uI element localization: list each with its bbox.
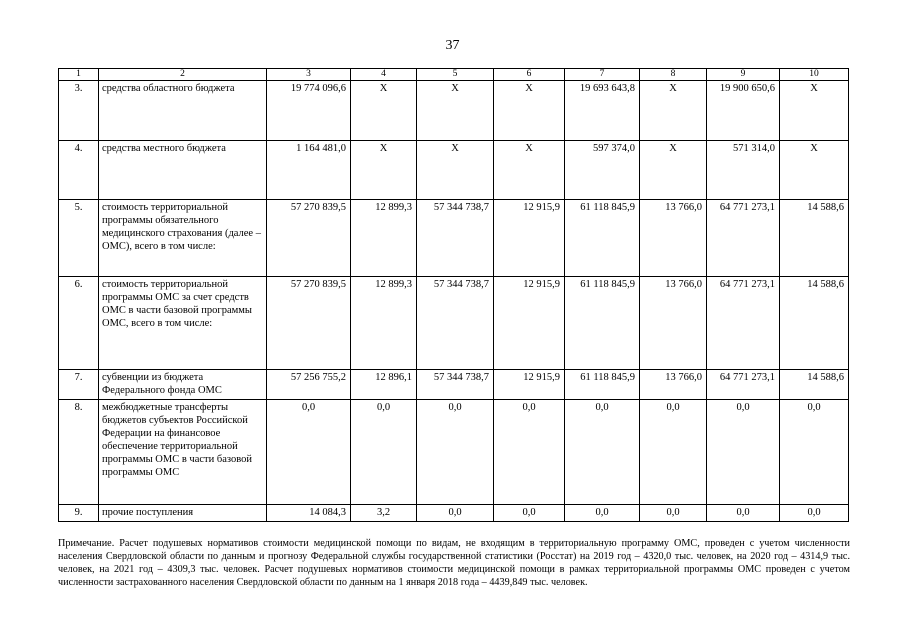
value-cell: X [417,81,494,141]
value-cell: 64 771 273,1 [707,200,780,277]
value-cell: 0,0 [267,400,351,505]
value-cell: 61 118 845,9 [565,277,640,370]
value-cell: 13 766,0 [640,370,707,400]
header-cell: 5 [417,69,494,81]
value-cell: 57 256 755,2 [267,370,351,400]
row-label: прочие поступления [99,505,267,522]
row-number: 6. [59,277,99,370]
value-cell: 597 374,0 [565,141,640,200]
value-cell: 57 344 738,7 [417,370,494,400]
table-row [59,200,849,277]
row-number: 5. [59,200,99,277]
table-row [59,277,849,370]
row-number: 7. [59,370,99,400]
value-cell: 571 314,0 [707,141,780,200]
row-number: 3. [59,81,99,141]
row-label: стоимость территориальной программы обязательного медицинского страхования (далее – ОМС), всего в том числе: [99,200,267,277]
table-row [59,400,849,505]
row-label: средства областного бюджета [99,81,267,141]
value-cell: 64 771 273,1 [707,277,780,370]
value-cell: 0,0 [351,400,417,505]
value-cell: 0,0 [640,505,707,522]
value-cell: 12 899,3 [351,277,417,370]
row-label: стоимость территориальной программы ОМС за счет средств ОМС в части базовой программы ОМС, всего в том числе: [99,277,267,370]
value-cell: 0,0 [494,505,565,522]
value-cell: 14 588,6 [780,200,849,277]
value-cell: 12 899,3 [351,200,417,277]
value-cell: 12 896,1 [351,370,417,400]
header-cell: 2 [99,69,267,81]
value-cell: 12 915,9 [494,277,565,370]
value-cell: 19 693 643,8 [565,81,640,141]
value-cell: X [640,81,707,141]
budget-table [58,68,849,522]
value-cell: 0,0 [565,505,640,522]
value-cell: 19 774 096,6 [267,81,351,141]
value-cell: 0,0 [707,505,780,522]
value-cell: 57 344 738,7 [417,200,494,277]
row-label: субвенции из бюджета Федерального фонда ОМС [99,370,267,400]
header-cell: 10 [780,69,849,81]
value-cell: X [494,81,565,141]
header-cell: 3 [267,69,351,81]
value-cell: X [351,81,417,141]
value-cell: 61 118 845,9 [565,370,640,400]
value-cell: 0,0 [780,505,849,522]
row-number: 9. [59,505,99,522]
table-row [59,81,849,141]
value-cell: 13 766,0 [640,200,707,277]
header-cell: 6 [494,69,565,81]
value-cell: 0,0 [780,400,849,505]
table-row [59,505,849,522]
table-row [59,141,849,200]
header-cell: 8 [640,69,707,81]
header-cell: 7 [565,69,640,81]
table-body [59,69,849,522]
row-label: средства местного бюджета [99,141,267,200]
header-cell: 1 [59,69,99,81]
row-label: межбюджетные трансферты бюджетов субъектов Российской Федерации на финансовое обеспечение территориальной программы ОМС в части базовой программы ОМС [99,400,267,505]
page-number: 37 [445,38,460,53]
value-cell: 61 118 845,9 [565,200,640,277]
value-cell: 57 270 839,5 [267,200,351,277]
row-number: 8. [59,400,99,505]
value-cell: 0,0 [494,400,565,505]
value-cell: 13 766,0 [640,277,707,370]
header-cell: 9 [707,69,780,81]
value-cell: X [494,141,565,200]
value-cell: 19 900 650,6 [707,81,780,141]
value-cell: 0,0 [417,400,494,505]
value-cell: 57 344 738,7 [417,277,494,370]
value-cell: 57 270 839,5 [267,277,351,370]
value-cell: 0,0 [565,400,640,505]
value-cell: 0,0 [640,400,707,505]
header-row [59,69,849,81]
value-cell: X [780,141,849,200]
value-cell: 14 588,6 [780,370,849,400]
header-cell: 4 [351,69,417,81]
value-cell: 1 164 481,0 [267,141,351,200]
table-row [59,370,849,400]
value-cell: 0,0 [417,505,494,522]
value-cell: 3,2 [351,505,417,522]
value-cell: X [780,81,849,141]
value-cell: X [417,141,494,200]
row-number: 4. [59,141,99,200]
footnote: Примечание. Расчет подушевых нормативов стоимости медицинской помощи по видам, не входящим в территориальную программу ОМС, проведен с учетом численности населения Свердловской области по данным и прогнозу Федеральной службы государственной статистики (Росстат) на 2019 год – 4320,0 тыс. человек, на 2020 год – 4314,9 тыс. человек, на 2021 год – 4309,3 тыс. человек. Расчет подушевых нормативов стоимости медицинской помощи в рамках территориальной программы ОМС проведен с учетом численности застрахованного населения Свердловской области по данным на 1 января 2018 года – 4439,849 тыс. человек. [58,538,850,588]
value-cell: 0,0 [707,400,780,505]
value-cell: 12 915,9 [494,370,565,400]
value-cell: 14 588,6 [780,277,849,370]
value-cell: X [351,141,417,200]
value-cell: 64 771 273,1 [707,370,780,400]
value-cell: 12 915,9 [494,200,565,277]
value-cell: X [640,141,707,200]
value-cell: 14 084,3 [267,505,351,522]
